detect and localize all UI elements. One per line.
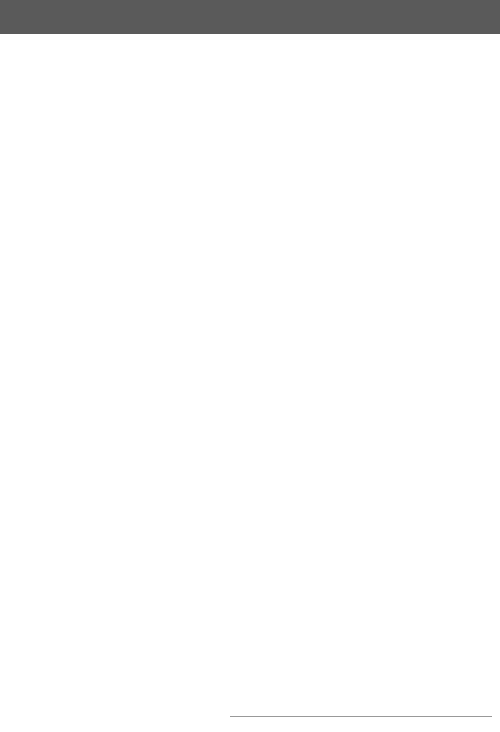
page-header [0,0,500,34]
footer-divider [230,716,492,717]
